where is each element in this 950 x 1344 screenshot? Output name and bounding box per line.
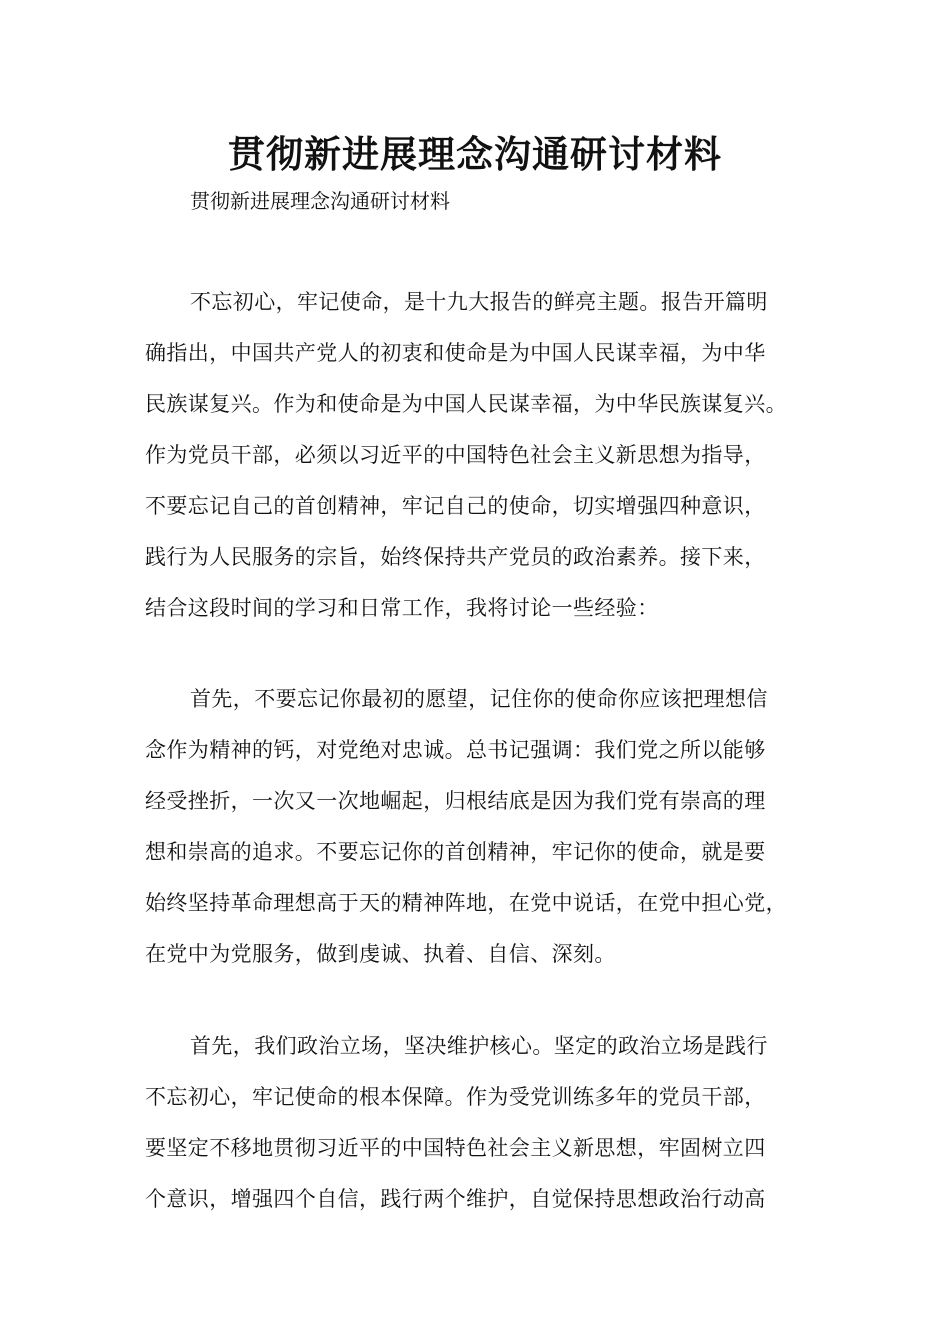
paragraph-line: 经受挫折，一次又一次地崛起，归根结底是因为我们党有崇高的理 — [145, 789, 766, 813]
document-subtitle: 贯彻新进展理念沟通研讨材料 — [190, 189, 450, 213]
paragraph-line: 首先，不要忘记你最初的愿望，记住你的使命你应该把理想信 — [190, 687, 768, 711]
paragraph — [145, 1021, 845, 1225]
paragraph-line: 践行为人民服务的宗旨，始终保持共产党员的政治素养。接下来， — [145, 545, 766, 569]
paragraph-line: 不要忘记自己的首创精神，牢记自己的使命，切实增强四种意识， — [145, 494, 766, 518]
paragraph-line: 确指出，中国共产党人的初衷和使命是为中国人民谋幸福，为中华 — [145, 341, 766, 365]
paragraph-line: 想和崇高的追求。不要忘记你的首创精神，牢记你的使命，就是要 — [145, 840, 766, 864]
paragraph-line: 民族谋复兴。作为和使命是为中国人民谋幸福，为中华民族谋复兴。 — [145, 392, 787, 416]
paragraph-line: 个意识，增强四个自信，践行两个维护，自觉保持思想政治行动高 — [145, 1187, 766, 1211]
paragraph-line: 在党中为党服务，做到虔诚、执着、自信、深刻。 — [145, 942, 616, 966]
paragraph — [145, 277, 845, 634]
paragraph-line: 要坚定不移地贯彻习近平的中国特色社会主义新思想，牢固树立四 — [145, 1136, 766, 1160]
paragraph-line: 不忘初心，牢记使命的根本保障。作为受党训练多年的党员干部， — [145, 1085, 766, 1109]
paragraph — [145, 674, 845, 980]
paragraph-line: 结合这段时间的学习和日常工作，我将讨论一些经验： — [145, 596, 659, 620]
paragraph-line: 不忘初心，牢记使命，是十九大报告的鲜亮主题。报告开篇明 — [190, 290, 768, 314]
paragraph-line: 念作为精神的钙，对党绝对忠诚。总书记强调：我们党之所以能够 — [145, 738, 766, 762]
paragraph-line: 始终坚持革命理想高于天的精神阵地，在党中说话，在党中担心党， — [145, 891, 787, 915]
paragraph-line: 作为党员干部，必须以习近平的中国特色社会主义新思想为指导， — [145, 443, 766, 467]
paragraph-line: 首先，我们政治立场，坚决维护核心。坚定的政治立场是践行 — [190, 1034, 768, 1058]
document-title: 贯彻新进展理念沟通研讨材料 — [228, 132, 722, 176]
